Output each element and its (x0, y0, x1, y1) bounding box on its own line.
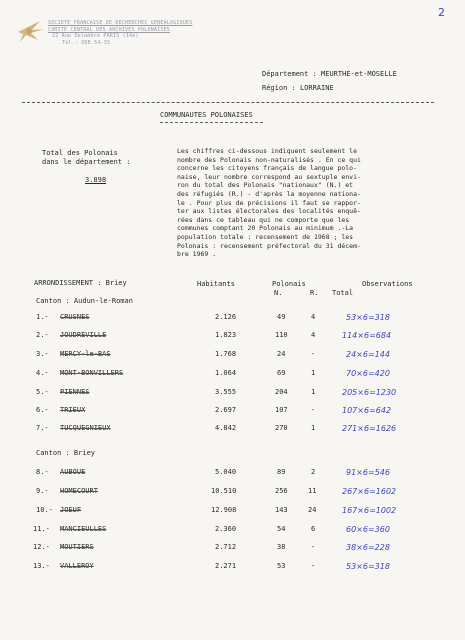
table-row (0, 525, 465, 535)
col-polonais: Polonais (272, 280, 306, 288)
habitants-value: 2.697 (215, 406, 237, 414)
commune-name: AUBOUE (60, 468, 86, 476)
table-row (0, 487, 465, 497)
departement-label: Département : (262, 70, 317, 78)
habitants-value: 4.842 (215, 424, 237, 432)
row-number: 10.- (36, 506, 53, 514)
row-number: 9.- (36, 487, 49, 495)
table-row (0, 331, 465, 341)
habitants-value: 12.908 (211, 506, 237, 514)
calc-value: 107×6=642 (342, 406, 392, 415)
row-number: 12.- (33, 543, 50, 551)
r-value: 24 (308, 506, 317, 514)
letterhead-logo (14, 18, 48, 48)
table-row (0, 313, 465, 323)
row-number: 3.- (36, 350, 49, 358)
letterhead-line: SOCIETE FRANCAISE DE RECHERCHES GENEALOGIQUES (48, 20, 193, 26)
row-number: 13.- (33, 562, 50, 570)
r-value: 1 (311, 369, 316, 377)
calc-value: 114×6=684 (342, 331, 392, 340)
letterhead-line: 22 Rue Delambre PARIS (14e) (52, 33, 139, 40)
table-row (0, 506, 465, 516)
col-total: Total (332, 289, 354, 297)
region-value: LORRAINE (299, 84, 334, 92)
n-value: 204 (275, 388, 288, 396)
divider (22, 102, 434, 103)
habitants-value: 2.360 (215, 525, 237, 533)
row-number: 4.- (36, 369, 49, 377)
col-n: N. (274, 289, 283, 297)
n-value: 69 (277, 369, 286, 377)
habitants-value: 1.064 (215, 369, 237, 377)
calc-value: 38×6=228 (346, 543, 390, 552)
n-value: 38 (277, 543, 286, 551)
table-row (0, 543, 465, 553)
r-value: 2 (311, 468, 316, 476)
row-number: 1.- (36, 313, 49, 321)
letterhead (48, 20, 192, 46)
r-value: 11 (308, 487, 317, 495)
table-row (0, 468, 465, 478)
total-value: 3.898 (85, 176, 107, 184)
calc-value: 267×6=1602 (342, 487, 397, 496)
table-row (0, 350, 465, 360)
departement-line (262, 70, 397, 78)
commune-name: TRIEUX (60, 406, 86, 414)
row-number: 7.- (36, 424, 49, 432)
calc-value: 53×6=318 (346, 562, 390, 571)
habitants-value: 5.040 (215, 468, 237, 476)
calc-value: 167×6=1002 (342, 506, 397, 515)
habitants-value: 1.768 (215, 350, 237, 358)
table-row (0, 388, 465, 398)
n-value: 49 (277, 313, 286, 321)
title-underline (160, 122, 263, 123)
n-value: 143 (275, 506, 288, 514)
commune-name: MANCIEULLES (60, 525, 107, 533)
calc-value: 91×6=546 (346, 468, 390, 477)
region-label: Région : (262, 84, 296, 92)
commune-name: CRUSNES (60, 313, 90, 321)
canton-label: Canton : Briey (36, 449, 96, 457)
commune-name: MOUTIERS (60, 543, 94, 551)
col-r: R. (310, 289, 319, 297)
commune-name: MERCY-le-BAS (60, 350, 111, 358)
intro-paragraph: Les chiffres ci-dessous indiquent seulement le nombre des Polonais non-naturalisés . En ce qui concerne les citoyens français de langue polo- naise, leur nombre correspond au sextuple envi- ron du total des Polonais "nationaux" (N.) et des réfugiés (R.) - d'après la moyenne nationa- le . Pour plus de précisions il faut se rappor- ter aux listes électorales des localités enquê- rées dans ce tableau qui ne comporte que les communes comptant 20 Polonais au minimum .-La population totale : recensement de 1968 ; les Polonais : recensement préfectoral du 31 décem- bre 1969 . (177, 147, 361, 259)
r-value: - (311, 543, 316, 551)
habitants-value: 1.823 (215, 331, 237, 339)
commune-name: MONT-BONVILLERS (60, 369, 124, 377)
page-title: COMMUNAUTES POLONAISES (160, 111, 253, 119)
calc-value: 24×6=144 (346, 350, 390, 359)
n-value: 256 (275, 487, 288, 495)
calc-value: 205×6=1230 (342, 388, 397, 397)
commune-name: VALLEROY (60, 562, 94, 570)
commune-name: HOMECOURT (60, 487, 98, 495)
calc-value: 70×6=420 (346, 369, 390, 378)
table-row (0, 424, 465, 434)
total-label: Total des Polonais dans le département : (42, 149, 131, 166)
row-number: 2.- (36, 331, 49, 339)
commune-name: JOEUF (60, 506, 82, 514)
n-value: 107 (275, 406, 288, 414)
r-value: - (311, 350, 316, 358)
col-observations: Observations (362, 280, 413, 288)
habitants-value: 2.271 (215, 562, 237, 570)
habitants-value: 10.510 (211, 487, 237, 495)
row-number: 8.- (36, 468, 49, 476)
n-value: 53 (277, 562, 286, 570)
row-number: 6.- (36, 406, 49, 414)
n-value: 54 (277, 525, 286, 533)
r-value: 1 (311, 424, 316, 432)
region-line (262, 84, 334, 92)
calc-value: 60×6=360 (346, 525, 390, 534)
habitants-value: 3.555 (215, 388, 237, 396)
letterhead-line: Tél.: ODE 54-35 (62, 39, 111, 46)
r-value: 1 (311, 388, 316, 396)
row-number: 11.- (33, 525, 50, 533)
n-value: 270 (275, 424, 288, 432)
commune-name: JOUDREVILLE (60, 331, 107, 339)
n-value: 24 (277, 350, 286, 358)
r-value: 4 (311, 313, 316, 321)
page-number: 2 (438, 6, 445, 19)
r-value: - (311, 562, 316, 570)
calc-value: 271×6=1626 (342, 424, 397, 433)
departement-value: MEURTHE-et-MOSELLE (321, 70, 397, 78)
table-row (0, 369, 465, 379)
r-value: 6 (311, 525, 316, 533)
table-row (0, 562, 465, 572)
canton-label: Canton : Audun-le-Roman (36, 297, 133, 305)
habitants-value: 2.712 (215, 543, 237, 551)
habitants-value: 2.126 (215, 313, 237, 321)
row-number: 5.- (36, 388, 49, 396)
n-value: 89 (277, 468, 286, 476)
arrondissement-label: ARRONDISSEMENT : Briey (34, 279, 127, 287)
r-value: 4 (311, 331, 316, 339)
col-habitants: Habitants (197, 280, 235, 288)
n-value: 110 (275, 331, 288, 339)
commune-name: TUCQUEGNIEUX (60, 424, 111, 432)
calc-value: 53×6=318 (346, 313, 390, 322)
letterhead-line: COMITE CENTRAL DES ARCHIVES POLONAISES (48, 26, 170, 33)
commune-name: PIENNES (60, 388, 90, 396)
table-row (0, 406, 465, 416)
r-value: - (311, 406, 316, 414)
